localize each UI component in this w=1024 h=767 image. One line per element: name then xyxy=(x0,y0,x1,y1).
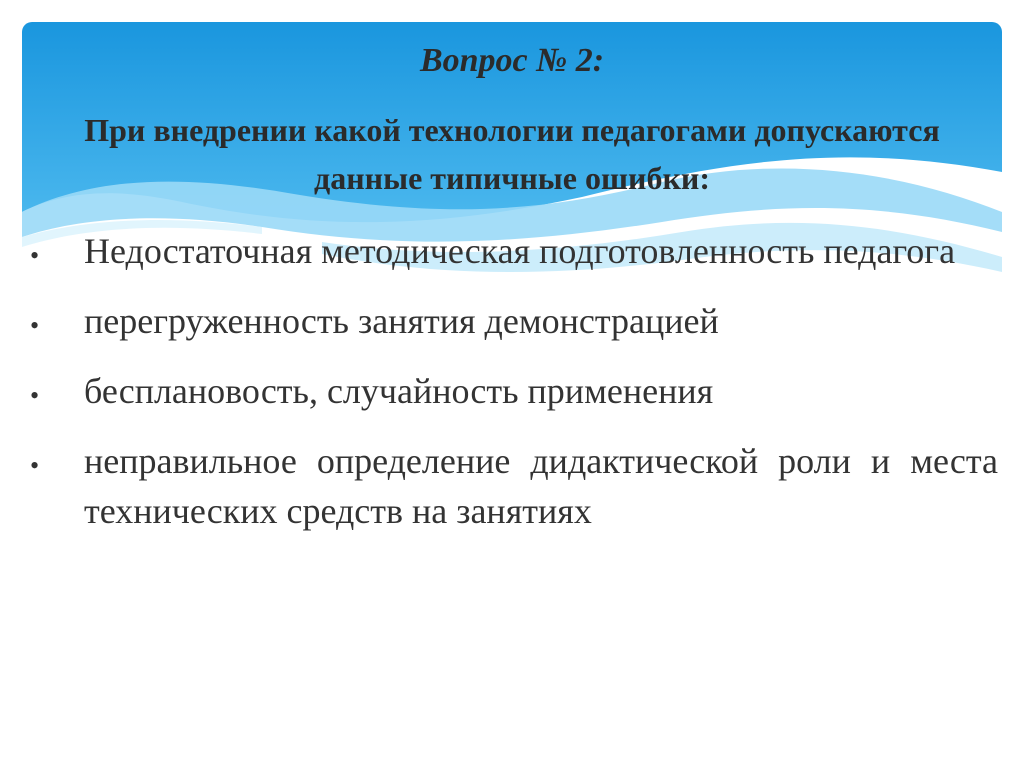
list-item xyxy=(30,296,998,346)
list-item-text: Недостаточная методическая подготовленность педагога xyxy=(84,231,956,271)
bullet-icon: • xyxy=(30,241,40,270)
bullet-list xyxy=(30,226,998,536)
question-text: При внедрении какой технологии педагогами допускаются данные типичные ошибки: xyxy=(84,112,940,196)
list-item xyxy=(30,366,998,416)
list-item xyxy=(30,436,998,536)
bullet-icon: • xyxy=(30,381,40,410)
list-item-text: перегруженность занятия демонстрацией xyxy=(84,301,719,341)
slide-title: Вопрос № 2: xyxy=(419,42,605,79)
list-item-text: бесплановость, случайность применения xyxy=(84,371,714,411)
list-item xyxy=(30,226,998,276)
bullet-icon: • xyxy=(30,311,40,340)
list-item-text: неправильное определение дидактической роли и места технических средств на занятиях xyxy=(84,441,998,531)
bullet-icon: • xyxy=(30,451,40,480)
